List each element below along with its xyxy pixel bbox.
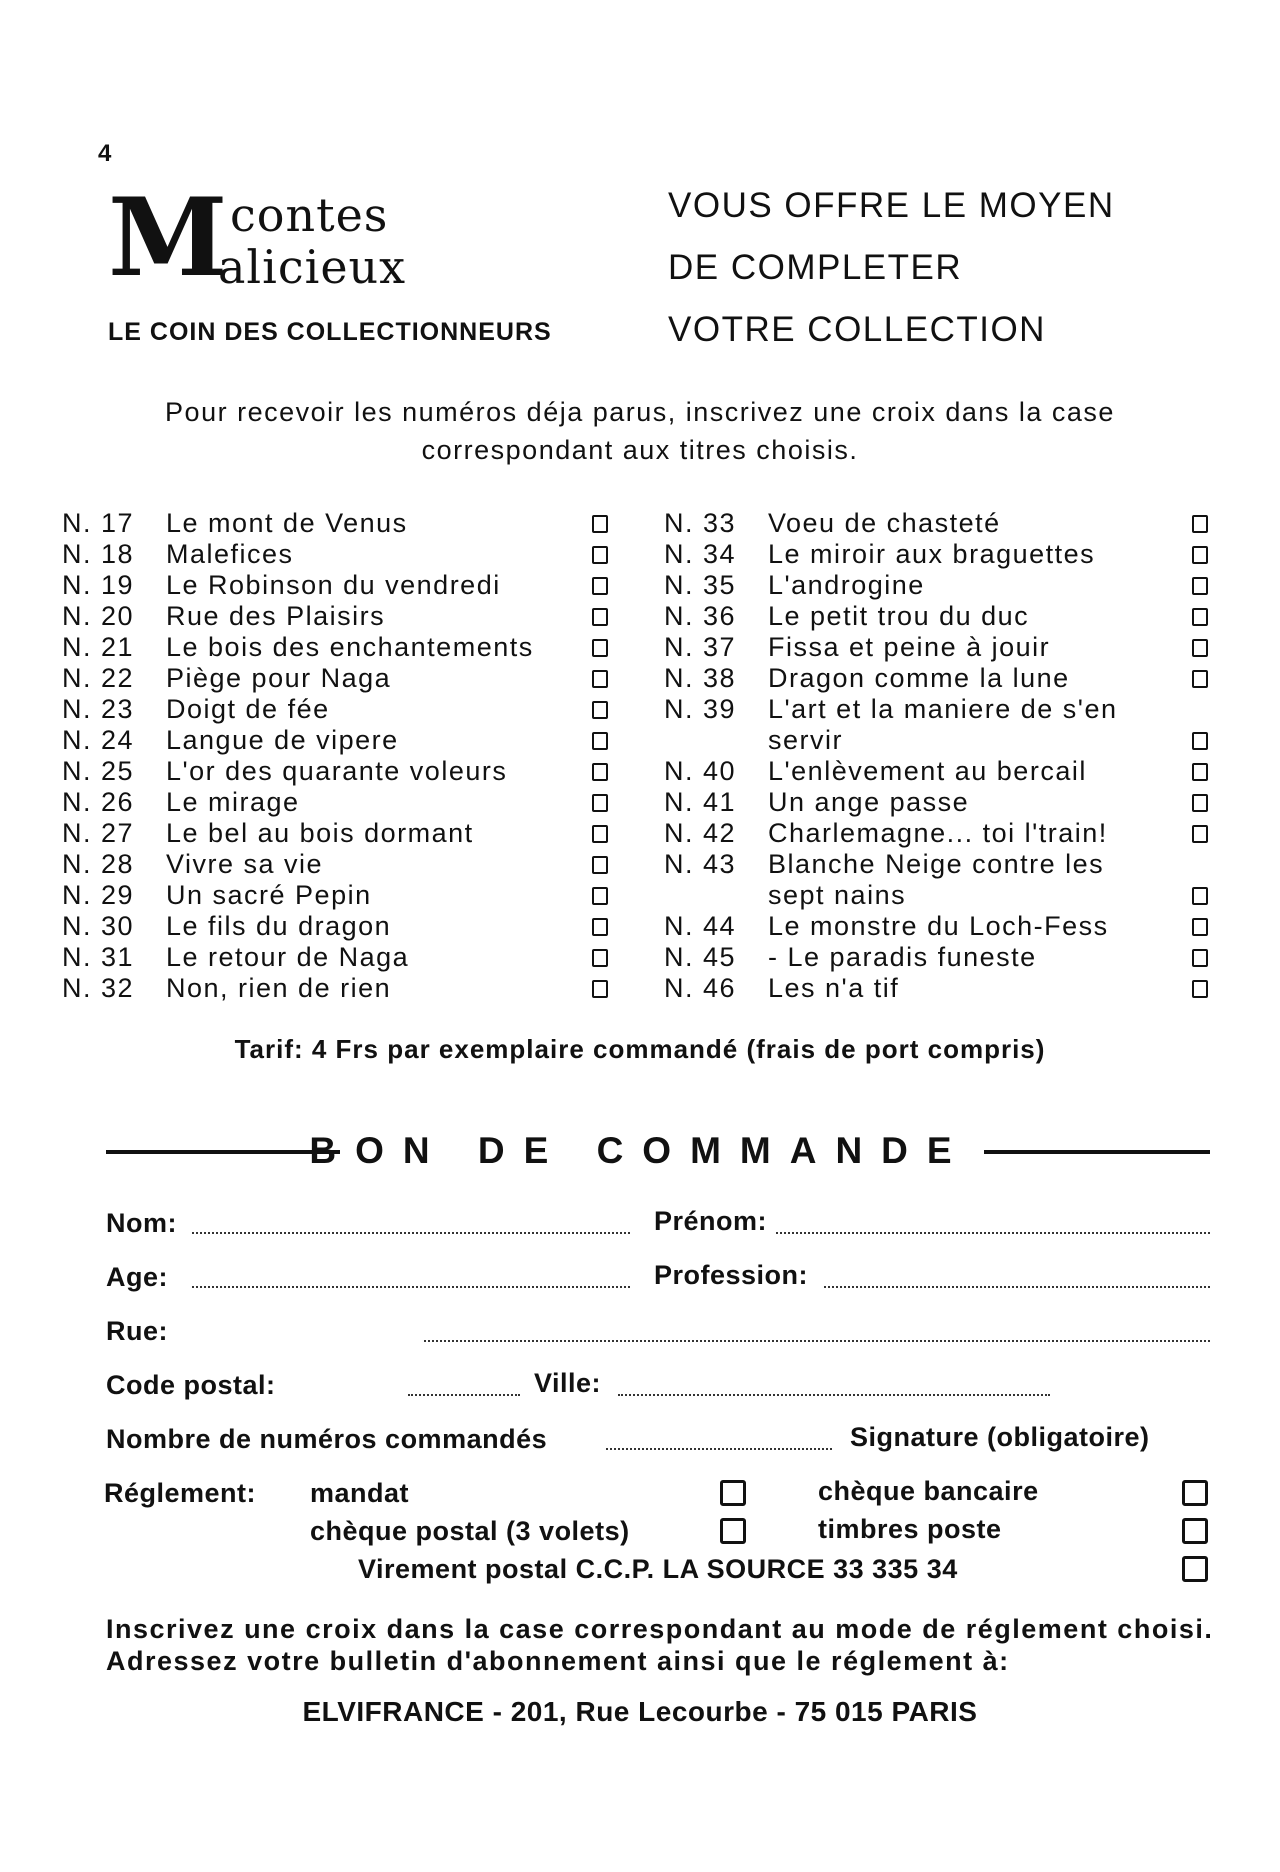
rue-label: Rue: [106,1316,168,1346]
issue-checkbox[interactable] [592,732,608,750]
age-label: Age: [106,1262,168,1292]
issue-checkbox[interactable] [1192,515,1208,533]
offer-line-2: DE COMPLETER [668,248,963,287]
issue-number: N. 38 [664,663,737,693]
collectors-corner-label: LE COIN DES COLLECTIONNEURS [108,318,552,346]
issue-checkbox[interactable] [592,949,608,967]
issue-checkbox[interactable] [592,794,608,812]
order-form-title: BON DE COMMANDE [309,1130,971,1171]
issue-row [664,570,1224,601]
issue-title: Charlemagne... toi l'train! [768,818,1108,848]
issue-title: Le bel au bois dormant [166,818,474,848]
issue-number: N. 21 [62,632,135,662]
issue-title: L'enlèvement au bercail [768,756,1087,786]
issue-checkbox[interactable] [592,980,608,998]
issue-row [62,570,622,601]
issue-checkbox[interactable] [592,825,608,843]
issue-title: Malefices [166,539,294,569]
issue-row [62,601,622,632]
issue-title: L'or des quarante voleurs [166,756,508,786]
issue-row [62,539,622,570]
code-postal-field[interactable] [408,1394,520,1396]
issue-row [664,508,1224,539]
publisher-address: ELVIFRANCE - 201, Rue Lecourbe - 75 015 PARIS [302,1696,978,1727]
issue-checkbox[interactable] [592,639,608,657]
ville-field[interactable] [618,1394,1050,1396]
issue-checkbox[interactable] [1192,608,1208,626]
issue-number: N. 32 [62,973,135,1003]
issue-number: N. 22 [62,663,135,693]
prenom-field[interactable] [776,1232,1210,1234]
issue-checkbox[interactable] [592,546,608,564]
payment-label: Réglement: [104,1478,257,1508]
issue-row [62,694,622,725]
issue-number: N. 41 [664,787,737,817]
issue-checkbox[interactable] [1192,577,1208,595]
payment-cheque-postal-checkbox[interactable] [720,1518,746,1544]
issue-row [62,973,622,1004]
profession-field[interactable] [824,1286,1210,1288]
logo-line1: contes [230,188,389,242]
issue-title: Dragon comme la lune [768,663,1070,693]
issue-number: N. 36 [664,601,737,631]
issue-row [664,756,1224,787]
issue-title: servir [768,725,843,755]
issue-row [664,973,1224,1004]
issue-row [62,725,622,756]
issue-title: Le petit trou du duc [768,601,1030,631]
issue-number: N. 28 [62,849,135,879]
issue-number: N. 26 [62,787,135,817]
issue-number: N. 33 [664,508,737,538]
issue-checkbox[interactable] [592,515,608,533]
issue-row [664,601,1224,632]
issue-row [62,663,622,694]
issue-row [62,787,622,818]
issue-number: N. 27 [62,818,135,848]
issue-title: Un ange passe [768,787,970,817]
issue-number: N. 24 [62,725,135,755]
issue-checkbox[interactable] [592,577,608,595]
issue-row [62,818,622,849]
issue-number: N. 17 [62,508,135,538]
issue-title: Le miroir aux braguettes [768,539,1096,569]
issue-title: Blanche Neige contre les [768,849,1105,879]
issue-title: L'androgine [768,570,925,600]
issue-checkbox[interactable] [592,918,608,936]
rue-field[interactable] [424,1340,1210,1342]
issue-number: N. 44 [664,911,737,941]
issue-number: N. 35 [664,570,737,600]
issue-number: N. 18 [62,539,135,569]
nom-label: Nom: [106,1208,177,1238]
issue-title: Doigt de fée [166,694,330,724]
issue-row [62,880,622,911]
issue-title: Voeu de chasteté [768,508,1001,538]
divider-right [984,1150,1210,1154]
payment-timbres-label: timbres poste [818,1514,1002,1544]
quantity-label: Nombre de numéros commandés [106,1424,548,1454]
issue-row [62,508,622,539]
issue-number: N. 19 [62,570,135,600]
issue-title: L'art et la maniere de s'en [768,694,1118,724]
signature-label: Signature (obligatoire) [850,1422,1150,1452]
issue-checkbox[interactable] [1192,918,1208,936]
issue-number: N. 46 [664,973,737,1003]
issue-number: N. 42 [664,818,737,848]
payment-cheque-bancaire-label: chèque bancaire [818,1476,1039,1506]
issue-row [664,539,1224,570]
profession-label: Profession: [654,1260,809,1290]
issue-number: N. 25 [62,756,135,786]
issue-row [62,756,622,787]
issue-row [664,849,1224,880]
issue-checkbox[interactable] [1192,887,1208,905]
payment-cheque-bancaire-checkbox[interactable] [1182,1480,1208,1506]
issue-title: Le mirage [166,787,300,817]
issue-row [664,818,1224,849]
issue-number: N. 37 [664,632,737,662]
issue-title: - Le paradis funeste [768,942,1037,972]
nom-field[interactable] [192,1232,630,1234]
issue-title: Le bois des enchantements [166,632,534,662]
payment-cheque-postal-label: chèque postal (3 volets) [310,1516,630,1546]
footer-address-intro: Adressez votre bulletin d'abonnement ainsi que le réglement à: [106,1646,1010,1676]
issue-checkbox[interactable] [1192,732,1208,750]
issue-number: N. 34 [664,539,737,569]
issue-title: Le monstre du Loch-Fess [768,911,1109,941]
issue-checkbox[interactable] [1192,546,1208,564]
offer-line-3: VOTRE COLLECTION [668,310,1046,349]
payment-mandat-label: mandat [310,1478,410,1508]
issue-row [664,911,1224,942]
issue-checkbox[interactable] [592,670,608,688]
issue-title: Piège pour Naga [166,663,392,693]
issue-checkbox[interactable] [1192,949,1208,967]
issue-checkbox[interactable] [592,887,608,905]
issue-title: Un sacré Pepin [166,880,372,910]
issue-row [664,787,1224,818]
intro-line-1: Pour recevoir les numéros déja parus, inscrivez une croix dans la case [165,397,1115,427]
issue-row [664,880,1224,911]
footer-instruction: Inscrivez une croix dans la case correspondant au mode de réglement choisi. [106,1614,1214,1644]
magazine-logo [108,175,438,301]
logo-line2: alicieux [218,240,407,294]
ville-label: Ville: [534,1368,602,1398]
issue-title: Langue de vipere [166,725,399,755]
issue-title: Fissa et peine à jouir [768,632,1051,662]
issue-number: N. 29 [62,880,135,910]
issue-row [62,632,622,663]
age-field[interactable] [192,1286,630,1288]
issue-checkbox[interactable] [1192,825,1208,843]
issue-checkbox[interactable] [1192,794,1208,812]
issue-checkbox[interactable] [592,763,608,781]
issue-checkbox[interactable] [1192,980,1208,998]
issue-title: Le Robinson du vendredi [166,570,501,600]
issue-checkbox[interactable] [592,608,608,626]
issue-list-left [62,508,622,1008]
payment-timbres-checkbox[interactable] [1182,1518,1208,1544]
logo-initial: M [108,175,228,301]
price-note: Tarif: 4 Frs par exemplaire commandé (frais de port compris) [234,1034,1046,1064]
issue-number: N. 23 [62,694,135,724]
quantity-field[interactable] [606,1448,832,1450]
issue-row [62,942,622,973]
issue-checkbox[interactable] [1192,670,1208,688]
payment-mandat-checkbox[interactable] [720,1480,746,1506]
issue-number: N. 31 [62,942,135,972]
issue-number: N. 39 [664,694,737,724]
issue-title: Vivre sa vie [166,849,324,879]
issue-number: N. 45 [664,942,737,972]
issue-checkbox[interactable] [592,701,608,719]
issue-title: Rue des Plaisirs [166,601,386,631]
issue-title: Le retour de Naga [166,942,410,972]
page-number: 4 [98,140,112,167]
issue-row [664,632,1224,663]
issue-row [664,694,1224,725]
issue-title: Non, rien de rien [166,973,392,1003]
issue-row [664,663,1224,694]
issue-title: Le mont de Venus [166,508,408,538]
issue-checkbox[interactable] [1192,639,1208,657]
offer-line-1: VOUS OFFRE LE MOYEN [668,186,1115,225]
issue-number: N. 40 [664,756,737,786]
issue-number: N. 43 [664,849,737,879]
issue-row [664,725,1224,756]
issue-row [664,942,1224,973]
issue-number: N. 30 [62,911,135,941]
payment-virement-label: Virement postal C.C.P. LA SOURCE 33 335 34 [358,1554,958,1584]
issue-number: N. 20 [62,601,135,631]
issue-list-right [664,508,1224,1008]
payment-virement-checkbox[interactable] [1182,1556,1208,1582]
intro-line-2: correspondant aux titres choisis. [421,435,859,465]
prenom-label: Prénom: [654,1206,768,1236]
issue-title: Le fils du dragon [166,911,392,941]
issue-checkbox[interactable] [1192,763,1208,781]
issue-checkbox[interactable] [592,856,608,874]
issue-title: Les n'a tif [768,973,900,1003]
issue-row [62,911,622,942]
code-postal-label: Code postal: [106,1370,276,1400]
issue-row [62,849,622,880]
issue-title: sept nains [768,880,907,910]
